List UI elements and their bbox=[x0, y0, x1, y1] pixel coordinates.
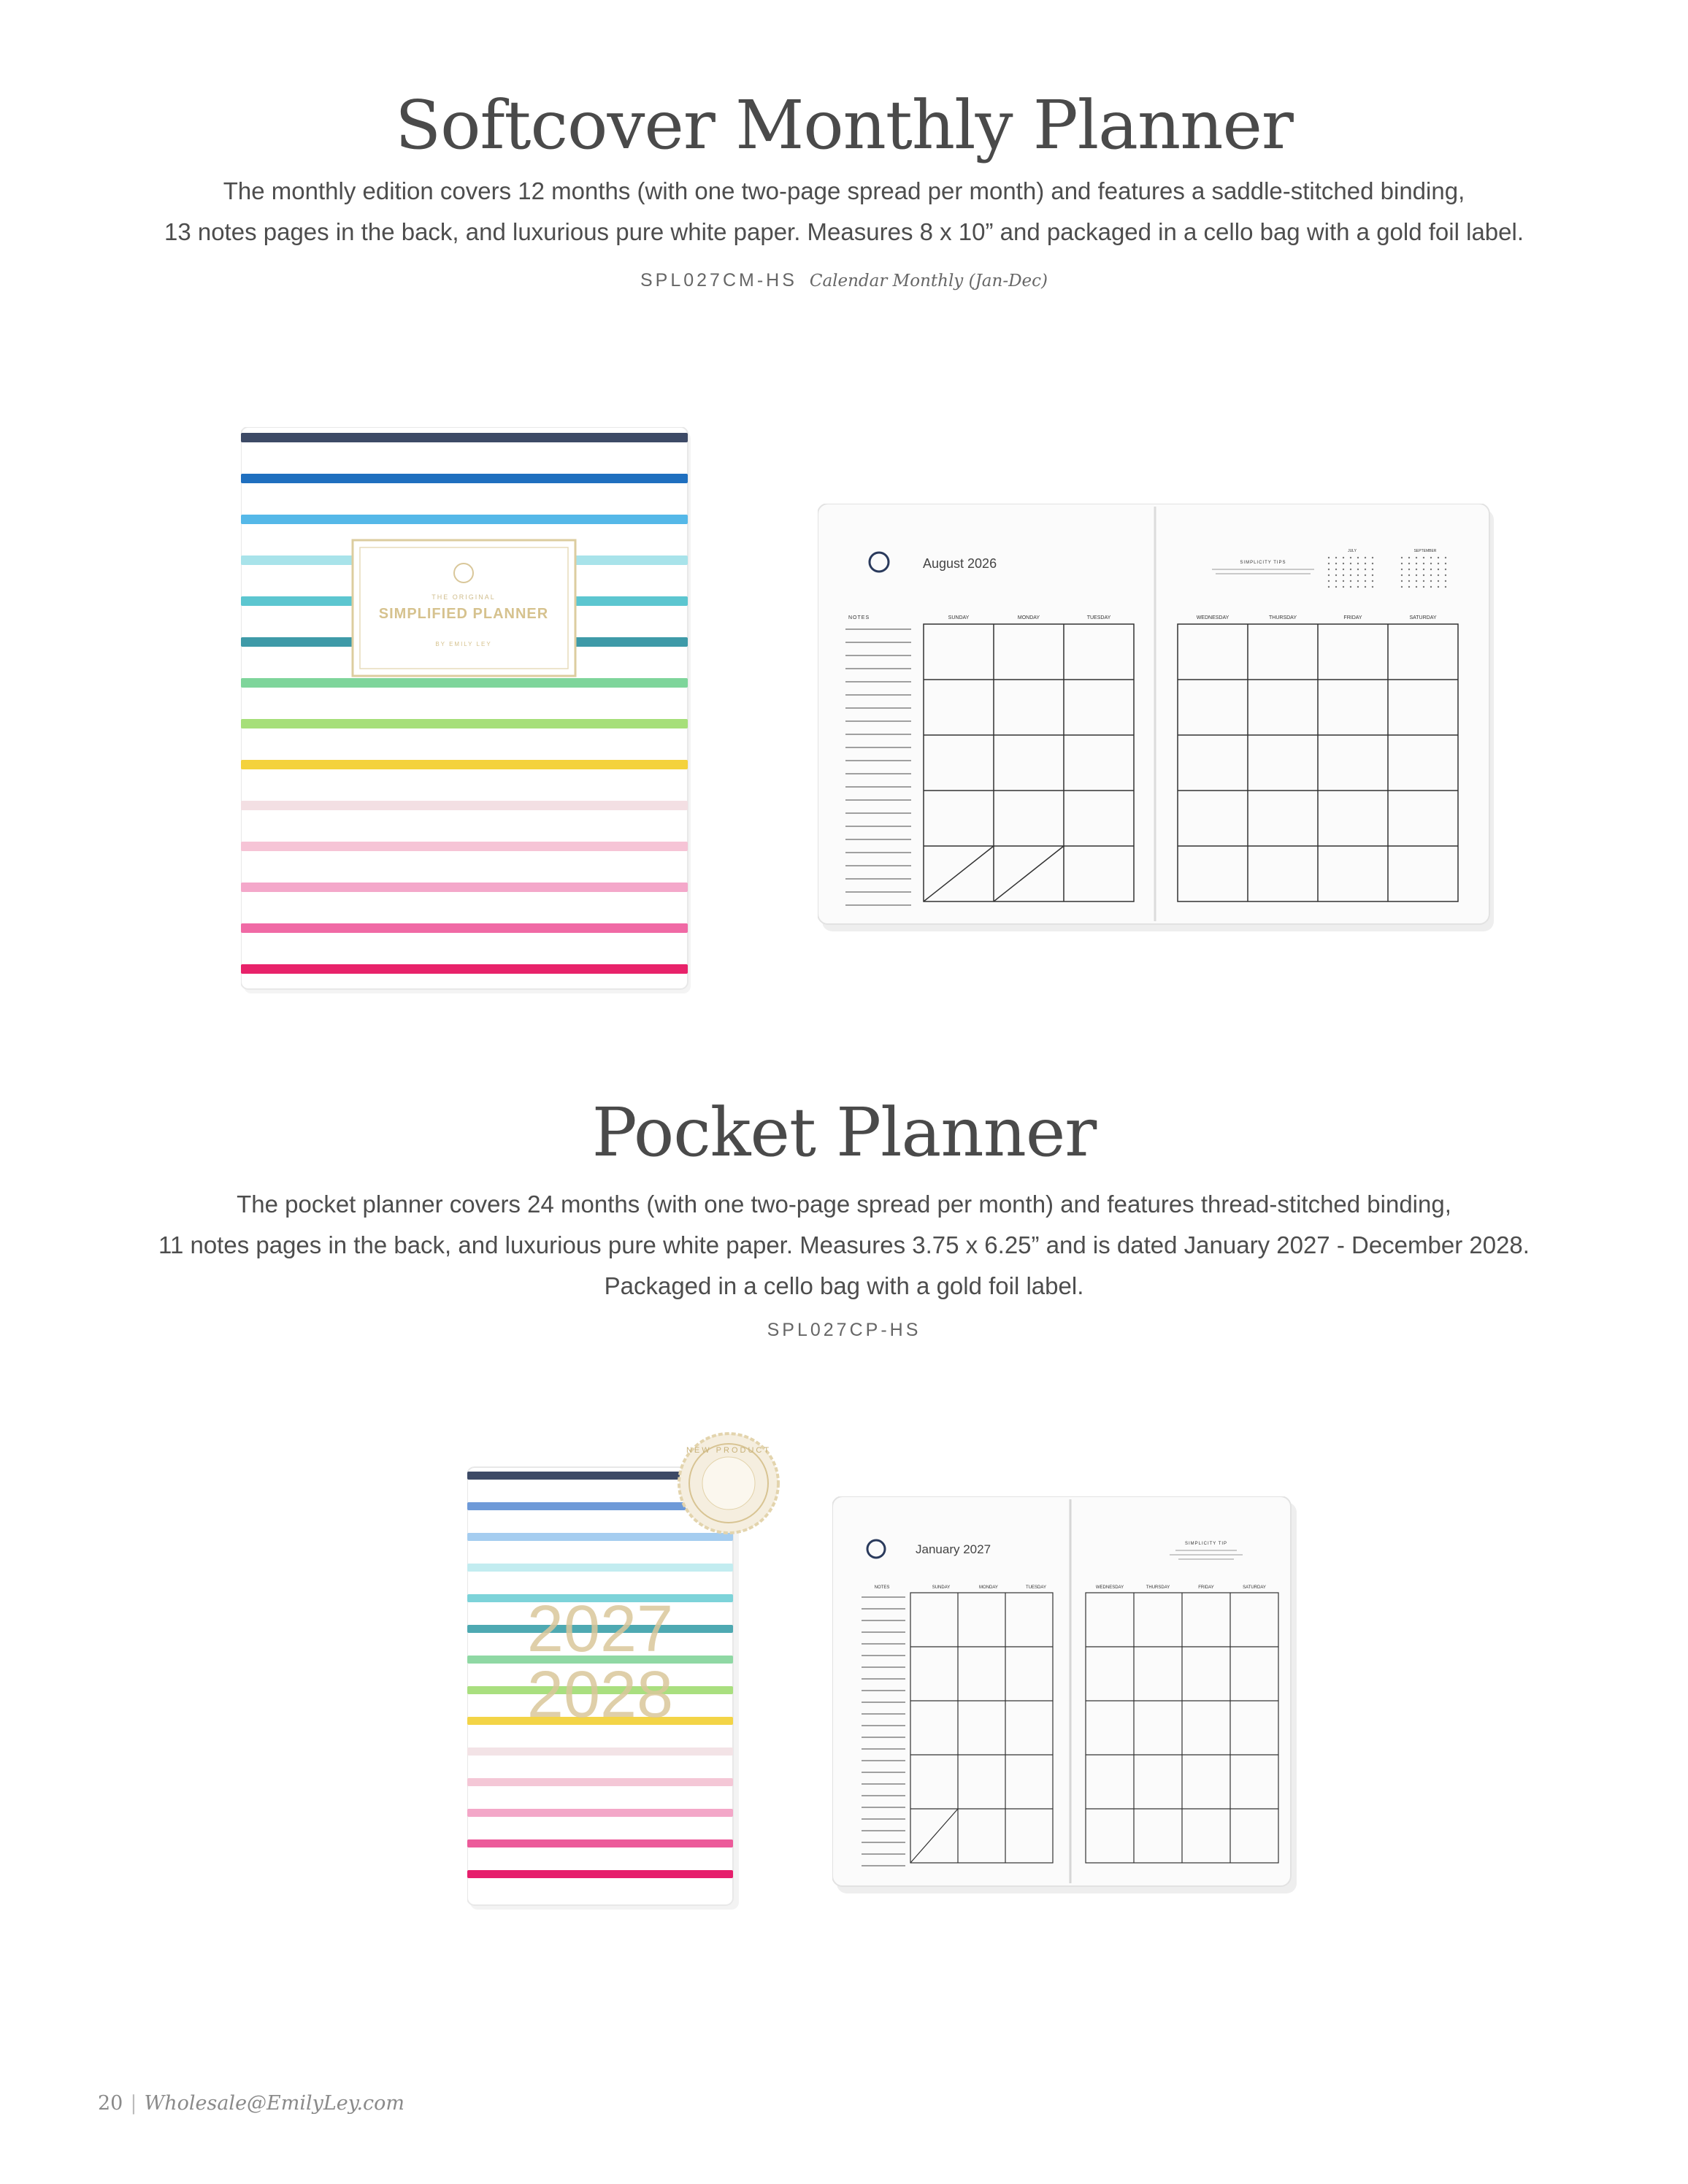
cover-stripe bbox=[467, 1533, 733, 1541]
monthly-planner-cover bbox=[241, 427, 694, 996]
mini-cal-month-1: JULY bbox=[1348, 549, 1357, 553]
day-header: MONDAY bbox=[979, 1585, 998, 1590]
pocket-day-headers-left bbox=[932, 1585, 1046, 1590]
cover-stripe bbox=[467, 1809, 733, 1817]
day-header: SATURDAY bbox=[1409, 615, 1437, 620]
cover-stripe bbox=[241, 678, 688, 688]
monthly-tip-title: SIMPLICITY TIPS bbox=[1240, 561, 1286, 565]
pocket-tip-title: SIMPLICITY TIP bbox=[1184, 1542, 1228, 1546]
cover-stripe bbox=[467, 1870, 733, 1878]
cover-year-2: 2028 bbox=[526, 1658, 674, 1731]
day-header: FRIDAY bbox=[1198, 1585, 1214, 1590]
day-header: THURSDAY bbox=[1269, 615, 1297, 620]
cover-stripe bbox=[241, 842, 688, 851]
pocket-planner-spread bbox=[832, 1496, 1300, 1898]
day-header: TUESDAY bbox=[1026, 1585, 1046, 1590]
section2-description-line1: The pocket planner covers 24 months (with one two-page spread per month) and features thread-stitched binding, bbox=[237, 1191, 1451, 1218]
cover-label-sub: BY EMILY LEY bbox=[435, 641, 492, 647]
day-header: FRIDAY bbox=[1343, 615, 1362, 620]
cover-stripe bbox=[467, 1778, 733, 1786]
cover-stripe bbox=[241, 474, 688, 483]
day-header: SUNDAY bbox=[932, 1585, 951, 1590]
cover-year-1: 2027 bbox=[526, 1593, 674, 1666]
section1-title: Softcover Monthly Planner bbox=[395, 86, 1293, 164]
footer-email: Wholesale@EmilyLey.com bbox=[144, 2092, 405, 2115]
seal-text: NEW PRODUCT bbox=[686, 1446, 772, 1455]
section1-description-line2: 13 notes pages in the back, and luxurious pure white paper. Measures 8 x 10” and packaged in a cello bag with a gold foil label. bbox=[164, 218, 1524, 245]
cover-stripe bbox=[241, 719, 688, 728]
mini-cal-month-2: SEPTEMBER bbox=[1413, 549, 1437, 553]
day-header: SUNDAY bbox=[948, 615, 970, 620]
section2-description-line3: Packaged in a cello bag with a gold foil label. bbox=[604, 1272, 1084, 1299]
pocket-spread-month: January 2027 bbox=[916, 1542, 991, 1556]
cover-stripe bbox=[467, 1839, 733, 1847]
monthly-spread-month: August 2026 bbox=[923, 556, 997, 571]
monthly-planner-spread bbox=[818, 504, 1497, 934]
day-header: WEDNESDAY bbox=[1196, 615, 1229, 620]
cover-stripe bbox=[241, 515, 688, 524]
section2-description-line2: 11 notes pages in the back, and luxurious pure white paper. Measures 3.75 x 6.25” and is dated January 2027 - December 2028. bbox=[158, 1231, 1530, 1258]
cover-label-main: SIMPLIFIED PLANNER bbox=[378, 606, 549, 622]
monthly-notes-label: NOTES bbox=[848, 615, 870, 620]
day-header: WEDNESDAY bbox=[1095, 1585, 1124, 1590]
section2-sku: SPL027CP-HS bbox=[767, 1320, 921, 1340]
pocket-notes-label: NOTES bbox=[874, 1585, 890, 1590]
section1-description-line1: The monthly edition covers 12 months (with one two-page spread per month) and features a saddle-stitched binding, bbox=[223, 177, 1465, 204]
page-number: 20 bbox=[98, 2092, 123, 2115]
cover-stripe bbox=[241, 760, 688, 769]
day-header: THURSDAY bbox=[1146, 1585, 1170, 1590]
cover-stripe bbox=[467, 1747, 733, 1756]
cover-stripe bbox=[467, 1564, 733, 1572]
section1-sku-code: SPL027CM-HS bbox=[640, 270, 797, 291]
new-product-seal-icon bbox=[679, 1434, 778, 1533]
cover-stripe bbox=[241, 433, 688, 442]
day-header: MONDAY bbox=[1017, 615, 1040, 620]
cover-label-top: THE ORIGINAL bbox=[431, 593, 496, 601]
section1-sku-note: Calendar Monthly (Jan-Dec) bbox=[809, 272, 1048, 291]
cover-stripe bbox=[241, 923, 688, 933]
day-header: TUESDAY bbox=[1086, 615, 1111, 620]
section2-title: Pocket Planner bbox=[591, 1093, 1097, 1172]
pocket-planner-cover bbox=[467, 1423, 789, 1920]
section1-sku bbox=[0, 270, 1688, 291]
cover-stripe bbox=[241, 801, 688, 810]
day-header: SATURDAY bbox=[1243, 1585, 1266, 1590]
cover-stripe bbox=[241, 883, 688, 892]
footer: 20 | Wholesale@EmilyLey.com bbox=[98, 2092, 405, 2115]
cover-stripe bbox=[241, 964, 688, 974]
